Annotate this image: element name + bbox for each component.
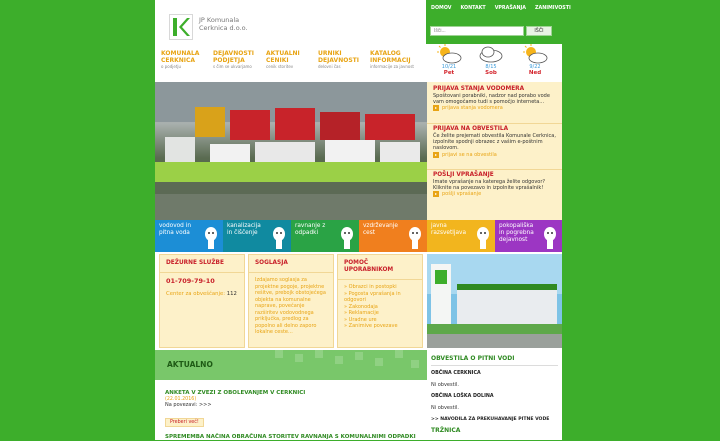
tile-label: javna razsvetljava (431, 223, 467, 236)
aktualno-title: AKTUALNO (167, 360, 213, 369)
pomoc-item[interactable]: » Reklamacije (344, 310, 379, 316)
pomoc-item[interactable]: » Pogosta vprašanja in odgovori (344, 290, 401, 303)
info-link[interactable]: ▸ prijavi se na obvestila (433, 152, 557, 159)
pomoc-item[interactable]: » Zanimive povezave (344, 323, 398, 329)
main-nav-katalog[interactable] (370, 50, 422, 69)
pomoc-item[interactable]: » Obrazci in postopki (344, 284, 397, 290)
sun-cloud-icon (520, 44, 550, 64)
mascot-icon (202, 226, 220, 250)
top-nav (431, 6, 571, 11)
obvestila-title: OBVESTILA O PITNI VODI (431, 355, 515, 362)
building-photo (427, 254, 562, 348)
soglasja-title: SOGLASJA (249, 255, 333, 273)
weather-day-3 (517, 44, 553, 77)
tile-ceste[interactable] (359, 220, 427, 252)
navodila-link[interactable]: >> NAVODILA ZA PREKUHAVANJE PITNE VODE (431, 417, 550, 422)
search-input[interactable] (430, 26, 524, 36)
main-nav-title: URNIKI (318, 50, 342, 57)
pomoc-box (337, 254, 423, 348)
info-vodomer (433, 86, 557, 112)
sun-cloud-icon (434, 44, 464, 64)
pomoc-item[interactable]: » Uradne ure (344, 316, 377, 323)
nav-vprasanja[interactable]: VPRAŠANJA (494, 6, 527, 11)
divider (427, 169, 562, 170)
weather-temp: 10/21 (441, 64, 457, 70)
info-text: Imate vprašanje na katerega želite odgovor? Kliknite na povezavo in izpolnite vprašalnik! (433, 179, 546, 192)
logo-line-1: JP Komunala (199, 16, 240, 24)
nav-kontakt[interactable]: KONTAKT (460, 6, 486, 11)
info-obvestila (433, 126, 557, 159)
search-button[interactable]: IŠČI (526, 26, 552, 36)
main-nav-title: DEJAVNOSTI (213, 50, 254, 57)
tile-odpadki[interactable] (291, 220, 359, 252)
weather-day: Ned (528, 70, 542, 76)
obcina-name: OBČINA CERKNICA (431, 371, 481, 376)
weather-day: Sob (485, 70, 497, 76)
main-nav-title: PODJETJA (213, 57, 245, 64)
info-title: PRIJAVA STANJA VODOMERA (433, 86, 525, 92)
tile-kanalizacija[interactable] (223, 220, 291, 252)
main-nav-title: KATALOG (370, 50, 401, 57)
obvestila-content (431, 355, 558, 435)
mascot-icon (338, 226, 356, 250)
nav-zanimivosti[interactable]: ZANIMIVOSTI (535, 6, 571, 11)
divider (431, 365, 558, 366)
info-title: PRIJAVA NA OBVESTILA (433, 126, 509, 132)
obcina-text: Ni obvestil. (431, 405, 459, 411)
main-nav-sub: s čim se ukvarjamo (213, 64, 252, 69)
logo-icon[interactable] (169, 14, 193, 40)
info-vprasanje (433, 172, 557, 198)
mascot-icon (270, 226, 288, 250)
news-item (165, 434, 425, 441)
main-nav-title: CERKNICA (161, 57, 196, 64)
weather-day: Pet (443, 70, 455, 76)
main-nav-sub: cenik storitev (266, 64, 294, 69)
tile-label: kanalizacija in čiščenje (227, 223, 261, 236)
info-text: Če želite prejemati obvestila Komunale Cerknica, izpolnite spodnji obrazec z vašim e-poštnim naslovom. (433, 133, 556, 152)
cloud-icon (476, 44, 506, 64)
news-item (165, 390, 420, 427)
logo-text (199, 16, 279, 32)
info-panel (427, 82, 562, 220)
main-nav-komunala[interactable] (161, 50, 213, 69)
tile-label: vzdrževanje cest (363, 223, 398, 236)
info-title: POŠLJI VPRAŠANJE (433, 172, 494, 178)
mascot-icon (406, 226, 424, 250)
center-number: 112 (226, 291, 237, 297)
pomoc-list (338, 280, 422, 334)
tile-label: vodovod in pitna voda (159, 223, 191, 236)
news-date: (22.01.2016) (165, 397, 197, 402)
main-nav-title: DEJAVNOSTI (318, 57, 359, 64)
tile-vodovod[interactable] (155, 220, 223, 252)
divider (427, 123, 562, 124)
page (155, 0, 571, 440)
weather-day-2 (473, 44, 509, 77)
obcina-name: OBČINA LOŠKA DOLINA (431, 394, 494, 399)
obvestila-panel (427, 350, 562, 440)
hero-photo (155, 82, 427, 220)
tile-pokopalisce[interactable] (495, 220, 562, 252)
trznica-title: TRŽNICA (431, 427, 461, 434)
soglasja-box (248, 254, 334, 348)
main-nav-sub: delovni čas (318, 64, 341, 69)
news-title[interactable]: SPREMEMBA NAČINA OBRAČUNA STORITEV RAVNANJA S KOMUNALNIMI ODPADKI (165, 434, 416, 440)
weather-temp: 9/22 (529, 64, 541, 70)
dezurne-center (160, 289, 244, 299)
nav-domov[interactable]: DOMOV (431, 6, 452, 11)
mascot-icon (474, 226, 492, 250)
pomoc-item[interactable]: » Zakonodaja (344, 303, 378, 310)
tile-label: ravnanje z odpadki (295, 223, 326, 236)
main-nav-title: INFORMACIJ (370, 57, 411, 64)
tile-label: pokopališka in pogrebna dejavnost (499, 223, 534, 243)
main-nav-ceniki[interactable] (266, 50, 318, 69)
dezurne-title: DEŽURNE SLUŽBE (160, 255, 244, 273)
mascot-icon (541, 226, 559, 250)
read-more-button[interactable]: Preberi več! (165, 418, 204, 427)
main-nav-sub: informacije za javnost (370, 64, 414, 69)
news-title[interactable]: ANKETA V ZVEZI Z OBOLEVANJEM V CERKNICI (165, 390, 306, 396)
main-nav-sub: o podjetju (161, 64, 182, 69)
soglasja-text: Izdajamo soglasja za projektne pogoje, projektne rešitve, prebojk obstoječega objekta na komunalne naprave, povečanje razširitev vodovodnega priključka, predlog za popolno ali delno zaporo lokalne ceste... (255, 277, 326, 335)
main-nav-dejavnosti[interactable] (213, 50, 265, 69)
weather-temp: 8/15 (485, 64, 497, 70)
info-link[interactable]: ▸ pošlji vprašanje (433, 191, 557, 198)
dezurne-box (159, 254, 245, 348)
news-link[interactable]: Na povezavi: >>> (165, 402, 212, 408)
obcina-text: Ni obvestil. (431, 382, 459, 388)
main-nav-title: AKTUALNI (266, 50, 300, 57)
main-nav-urniki[interactable] (318, 50, 370, 69)
pomoc-title: POMOČ UPORABNIKOM (338, 255, 422, 280)
tile-razsvetljava[interactable] (427, 220, 495, 252)
main-nav-title: CENIKI (266, 57, 289, 64)
logo-line-2: Cerknica d.o.o. (199, 24, 248, 32)
main-nav-title: KOMUNALA (161, 50, 200, 57)
center-label: Center za obveščanje: (166, 291, 226, 297)
dezurne-phone: 01-709-79-10 (166, 277, 215, 285)
info-link[interactable]: ▸ prijava stanja vodomera (433, 105, 557, 112)
weather-day-1 (431, 44, 467, 77)
info-text: Spoštovani porabniki, nadzor nad porabo vode vam omogočamo tudi s pomočjo interneta... (433, 93, 550, 106)
